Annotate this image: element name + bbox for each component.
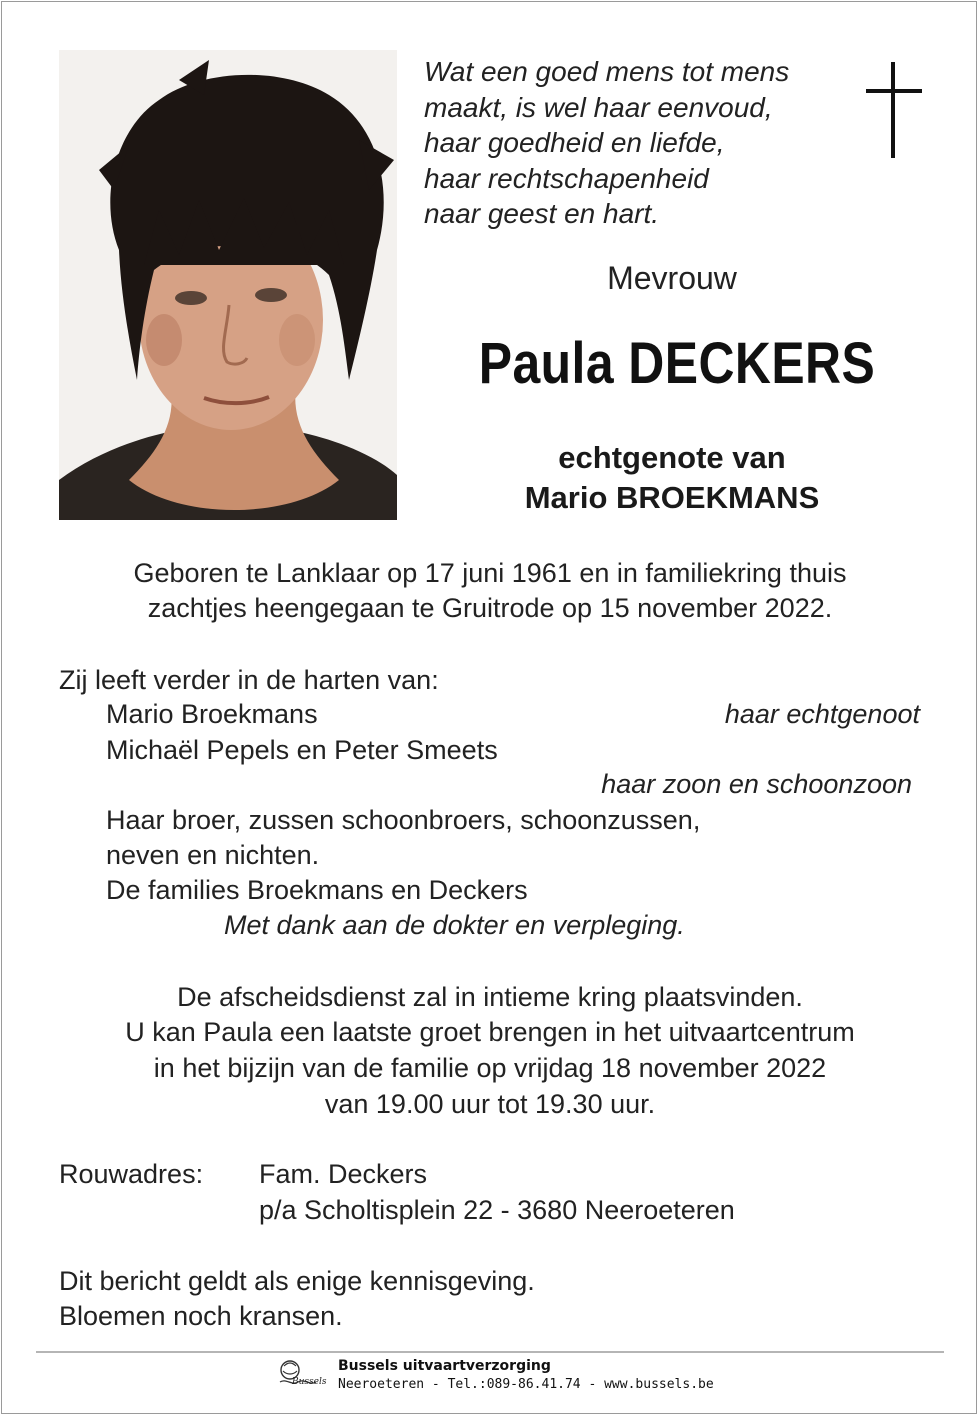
survivor-name: Michaël Pepels en Peter Smeets bbox=[106, 735, 498, 765]
address-line: Fam. Deckers bbox=[259, 1159, 428, 1189]
funeral-home-contact: Neeroeteren - Tel.:089-86.41.74 - www.bussels.be bbox=[338, 1377, 714, 1392]
service-line: in het bijzijn van de familie op vrijdag 18 november 2022 bbox=[153, 1053, 827, 1083]
poem-line: haar rechtschapenheid bbox=[424, 162, 709, 194]
survivor-extended: Haar broer, zussen schoonbroers, schoonzussen, bbox=[106, 805, 701, 835]
poem-line: Wat een goed mens tot mens bbox=[424, 56, 790, 87]
service-line: van 19.00 uur tot 19.30 uur. bbox=[324, 1089, 656, 1119]
survivor-relation: haar echtgenoot bbox=[724, 699, 920, 729]
spouse-name: Mario BROEKMANS bbox=[524, 480, 820, 515]
cross-icon bbox=[866, 62, 922, 158]
deceased-name: Paula DECKERS bbox=[478, 331, 876, 396]
survivors-intro: Zij leeft verder in de harten van: bbox=[59, 665, 439, 695]
poem-line: haar goedheid en liefde, bbox=[424, 127, 725, 158]
poem-line: naar geest en hart. bbox=[424, 198, 660, 229]
survivor-extended: De families Broekmans en Deckers bbox=[106, 875, 528, 905]
notice-line: Dit bericht geldt als enige kennisgeving. bbox=[59, 1266, 535, 1296]
survivor-extended: neven en nichten. bbox=[106, 840, 320, 870]
service-line: U kan Paula een laatste groet brengen in het uitvaartcentrum bbox=[125, 1017, 855, 1047]
notice-line: Bloemen noch kransen. bbox=[59, 1301, 343, 1331]
funeral-home-name: Bussels uitvaartverzorging bbox=[338, 1358, 551, 1374]
birth-death-line: zachtjes heengegaan te Gruitrode op 15 november 2022. bbox=[147, 593, 833, 623]
thanks-line: Met dank aan de dokter en verpleging. bbox=[224, 910, 685, 940]
portrait-photo bbox=[59, 50, 397, 520]
funeral-home-logo bbox=[276, 1358, 328, 1392]
footer-divider bbox=[36, 1351, 944, 1353]
title-honorific: Mevrouw bbox=[607, 260, 737, 296]
birth-death-line: Geboren te Lanklaar op 17 juni 1961 en in familiekring thuis bbox=[133, 558, 847, 588]
service-line: De afscheidsdienst zal in intieme kring plaatsvinden. bbox=[177, 982, 803, 1012]
spouse-lead: echtgenote van bbox=[558, 440, 786, 475]
address-line: p/a Scholtisplein 22 - 3680 Neeroeteren bbox=[259, 1195, 735, 1225]
survivor-relation: haar zoon en schoonzoon bbox=[601, 769, 912, 799]
poem-line: maakt, is wel haar eenvoud, bbox=[424, 91, 773, 123]
address-label: Rouwadres: bbox=[59, 1159, 204, 1189]
survivor-name: Mario Broekmans bbox=[106, 699, 318, 729]
memorial-poem bbox=[424, 54, 864, 232]
logo-text: Bussels bbox=[292, 1377, 327, 1387]
